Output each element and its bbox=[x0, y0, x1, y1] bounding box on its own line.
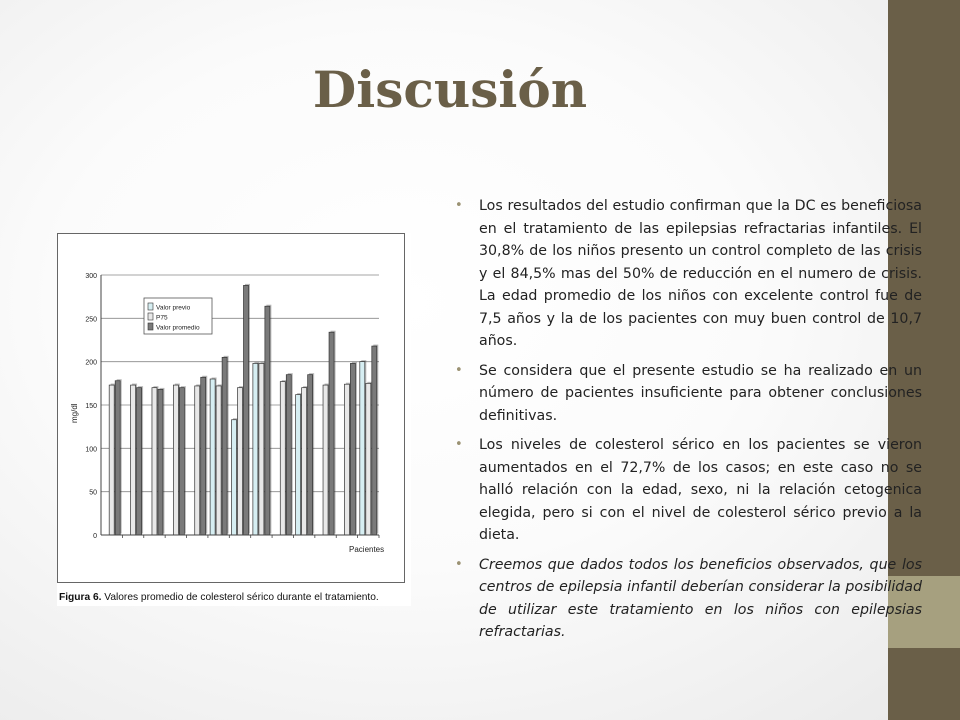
bar-p75 bbox=[259, 363, 264, 535]
chart-legend bbox=[144, 298, 212, 334]
legend-label: P75 bbox=[156, 314, 168, 322]
figure-caption bbox=[59, 592, 379, 603]
bar-valor-promedio bbox=[308, 375, 313, 535]
bar-valor-promedio bbox=[201, 377, 206, 535]
slide-title: Discusión bbox=[312, 60, 588, 119]
bullet-marker: • bbox=[455, 198, 463, 213]
bullet-marker: • bbox=[455, 362, 463, 378]
bar-valor-previo bbox=[296, 395, 301, 535]
bar-p75 bbox=[216, 386, 221, 535]
y-tick-label: 0 bbox=[93, 533, 97, 540]
bar-p75 bbox=[109, 385, 114, 535]
y-tick-label: 250 bbox=[85, 316, 97, 324]
bar-valor-promedio bbox=[244, 285, 249, 535]
y-tick-label: 300 bbox=[85, 273, 97, 280]
bar-valor-previo bbox=[360, 362, 365, 535]
bullet-text-2: Se considera que el presente estudio se ha realizado en un número de pacientes insuficiente para obtener conclusiones definitivas. bbox=[479, 362, 922, 424]
bar-valor-promedio bbox=[329, 332, 334, 535]
bullet-marker: • bbox=[455, 556, 463, 572]
bullet-text-1: Los resultados del estudio confirman que la DC es beneficiosa en el tratamiento de las epilepsias refractarias infantiles. El 30,8% de los niños presento un control completo de las crisis y el 84,5% mas del 50% de reducción en el numero de crisis. La edad promedio de los niños con excelente control fue de 7,5 años y la de los pacientes con muy buen control de 10,7 años. bbox=[479, 198, 922, 349]
bar-p75 bbox=[366, 383, 371, 535]
bullet-text-3: Los niveles de colesterol sérico en los pacientes se vieron aumentados en el 72,7% de los casos; en este caso no se halló relación con la edad, sexo, ni la relación cetogenica elegida, pero si con el nivel de colesterol sérico previo a la dieta. bbox=[479, 437, 922, 543]
figure-image bbox=[57, 233, 411, 606]
bar-p75 bbox=[152, 388, 157, 535]
y-tick-label: 50 bbox=[89, 489, 97, 497]
bar-p75 bbox=[323, 385, 328, 535]
bar-valor-promedio bbox=[137, 388, 142, 535]
bar-valor-promedio bbox=[115, 381, 120, 535]
bar-valor-previo bbox=[253, 363, 258, 535]
legend-swatch bbox=[148, 323, 153, 330]
bar-valor-previo bbox=[210, 379, 215, 535]
cholesterol-chart bbox=[57, 233, 411, 606]
bar-valor-promedio bbox=[372, 346, 377, 535]
bar-p75 bbox=[280, 382, 285, 535]
y-axis-label: mg/dl bbox=[70, 403, 79, 423]
bar-valor-previo bbox=[232, 420, 237, 535]
x-axis-label: Pacientes bbox=[349, 545, 385, 554]
bar-valor-promedio bbox=[265, 306, 270, 535]
bar-valor-promedio bbox=[286, 375, 291, 535]
caption-text: Valores promedio de colesterol sérico durante el tratamiento. bbox=[101, 592, 379, 603]
legend-swatch bbox=[148, 313, 153, 320]
bar-p75 bbox=[344, 384, 349, 535]
bar-p75 bbox=[238, 388, 243, 535]
bullet-item-1 bbox=[455, 195, 922, 353]
y-tick-label: 150 bbox=[85, 403, 97, 410]
bar-valor-promedio bbox=[222, 357, 227, 535]
y-tick-label: 200 bbox=[85, 359, 97, 367]
bullet-list bbox=[455, 195, 922, 651]
bar-p75 bbox=[131, 385, 136, 535]
bullet-item-3 bbox=[455, 434, 922, 547]
bar-valor-promedio bbox=[179, 388, 184, 535]
bar-p75 bbox=[195, 386, 200, 535]
bullet-text-4: Creemos que dados todos los beneficios observados, que los centros de epilepsia infantil deberían considerar la posibilidad de utilizar este tratamiento en los niños con epilepsias refractarias. bbox=[479, 556, 922, 640]
bar-p75 bbox=[173, 385, 178, 535]
bullet-item-2 bbox=[455, 360, 922, 428]
legend-swatch bbox=[148, 303, 153, 310]
bullet-marker: • bbox=[455, 437, 463, 452]
y-tick-label: 100 bbox=[85, 446, 97, 454]
bar-valor-promedio bbox=[350, 363, 355, 535]
bullet-item-4 bbox=[455, 554, 922, 644]
legend-label: Valor previo bbox=[156, 304, 191, 312]
legend-label: Valor promedio bbox=[156, 324, 200, 332]
caption-label: Figura 6. bbox=[59, 592, 102, 603]
bar-p75 bbox=[302, 388, 307, 535]
bar-valor-promedio bbox=[158, 389, 163, 535]
